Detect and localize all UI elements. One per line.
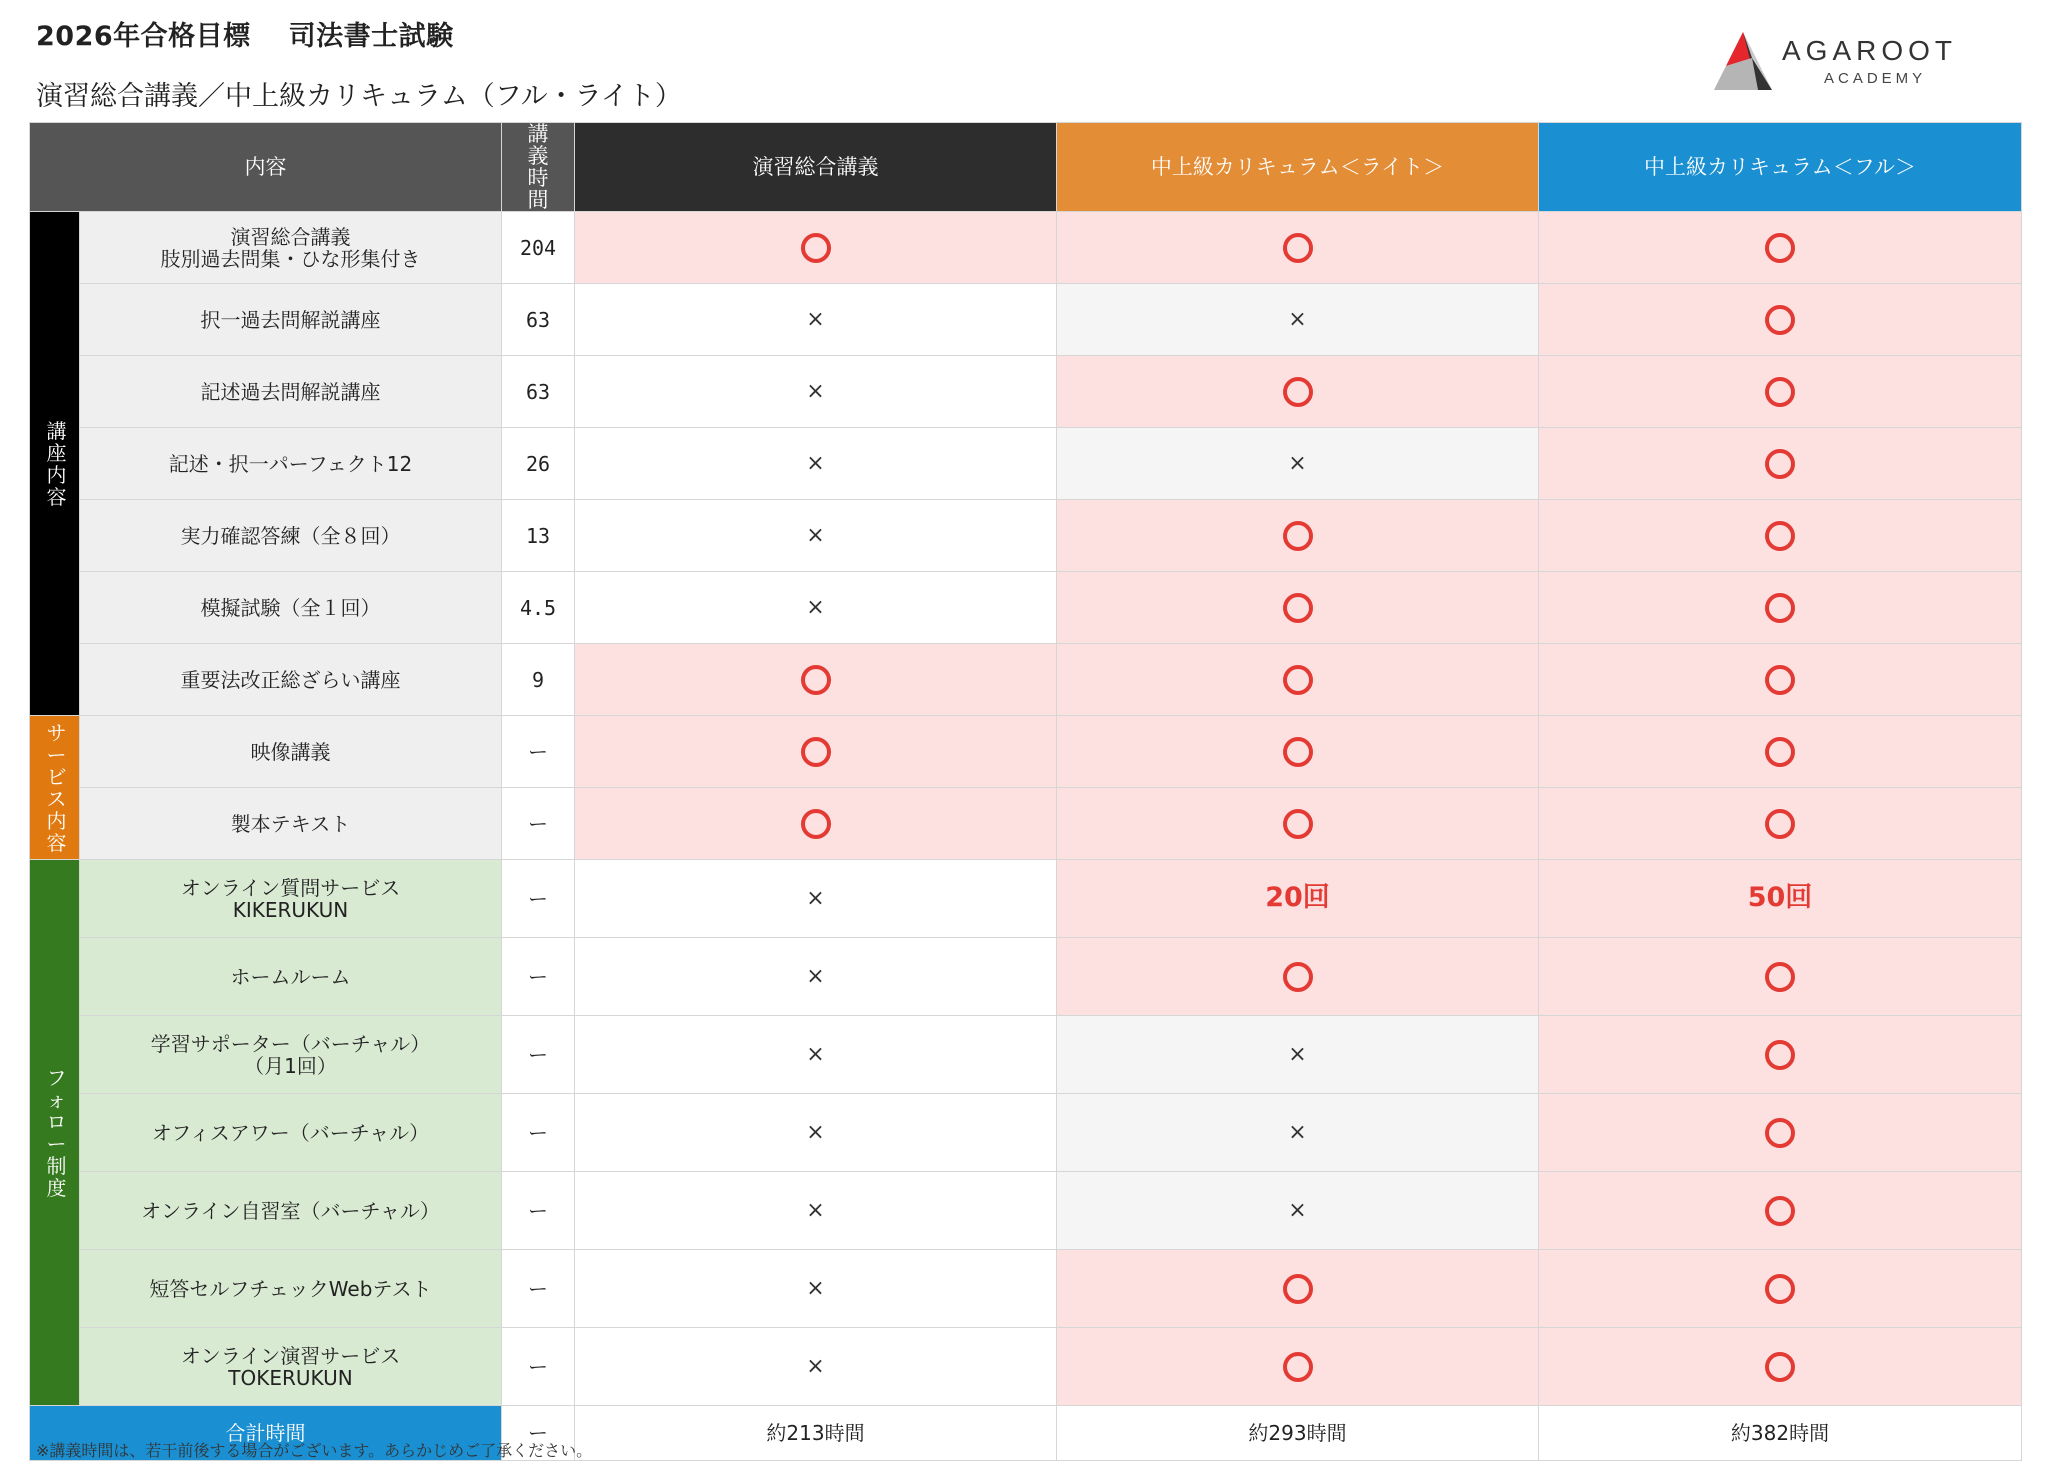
table-row — [30, 212, 2022, 284]
cross-icon: × — [1288, 1042, 1307, 1067]
total-hours: ー — [502, 1406, 575, 1461]
cross-icon: × — [806, 595, 825, 620]
category-lectures: 講座内容 — [30, 212, 80, 716]
category-services: サービス内容 — [30, 716, 80, 860]
plan3-cell — [1539, 356, 2022, 428]
plan1-cell — [575, 356, 1057, 428]
cross-icon: × — [806, 523, 825, 548]
cross-icon: × — [1288, 1198, 1307, 1223]
row-hours: ー — [502, 938, 575, 1016]
plan3-cell — [1539, 428, 2022, 500]
plan1-cell — [575, 1172, 1057, 1250]
cross-icon: × — [806, 1120, 825, 1145]
table-row — [30, 788, 2022, 860]
included-circle-icon — [1283, 1274, 1313, 1304]
row-hours: ー — [502, 1250, 575, 1328]
plan1-cell — [575, 938, 1057, 1016]
plan2-cell — [1057, 788, 1539, 860]
title-year: 2026年合格目標 — [36, 21, 251, 52]
row-name: 択一過去問解説講座 — [80, 284, 502, 356]
plan3-cell — [1539, 938, 2022, 1016]
included-circle-icon — [1283, 665, 1313, 695]
included-circle-icon — [1765, 809, 1795, 839]
plan2-cell — [1057, 1172, 1539, 1250]
row-name: 実力確認答練（全８回） — [80, 500, 502, 572]
plan3-cell — [1539, 1094, 2022, 1172]
plan1-cell — [575, 644, 1057, 716]
row-name: 学習サポーター（バーチャル） （月1回） — [80, 1016, 502, 1094]
included-circle-icon — [1765, 521, 1795, 551]
cross-icon: × — [806, 886, 825, 911]
table-row — [30, 1328, 2022, 1406]
header-plan1: 演習総合講義 — [575, 123, 1057, 212]
total-plan2: 約293時間 — [1057, 1406, 1539, 1461]
row-hours: 9 — [502, 644, 575, 716]
plan1-cell — [575, 1016, 1057, 1094]
plan3-cell — [1539, 716, 2022, 788]
included-circle-icon — [801, 665, 831, 695]
included-circle-icon — [1765, 305, 1795, 335]
cross-icon: × — [806, 451, 825, 476]
plan1-cell — [575, 1094, 1057, 1172]
table-row — [30, 500, 2022, 572]
included-circle-icon — [1283, 1352, 1313, 1382]
plan1-cell — [575, 284, 1057, 356]
plan3-cell — [1539, 500, 2022, 572]
plan1-cell — [575, 428, 1057, 500]
included-circle-icon — [1765, 962, 1795, 992]
row-hours: 63 — [502, 356, 575, 428]
row-name: 短答セルフチェックWebテスト — [80, 1250, 502, 1328]
plan2-cell — [1057, 1250, 1539, 1328]
table-row — [30, 356, 2022, 428]
plan1-cell — [575, 500, 1057, 572]
table-header-row — [30, 123, 2022, 212]
row-hours: 26 — [502, 428, 575, 500]
row-name: オンライン質問サービス KIKERUKUN — [80, 860, 502, 938]
table-row — [30, 1172, 2022, 1250]
title-exam: 司法書士試験 — [288, 21, 454, 52]
question-count: 50回 — [1747, 882, 1813, 913]
included-circle-icon — [801, 737, 831, 767]
header-content: 内容 — [30, 123, 502, 212]
header-hours: 講義時間 — [502, 123, 575, 212]
cross-icon: × — [1288, 451, 1307, 476]
row-hours: ー — [502, 1016, 575, 1094]
included-circle-icon — [1283, 377, 1313, 407]
total-plan1: 約213時間 — [575, 1406, 1057, 1461]
plan1-cell — [575, 860, 1057, 938]
cross-icon: × — [806, 1276, 825, 1301]
plan3-cell — [1539, 1172, 2022, 1250]
plan2-cell — [1057, 356, 1539, 428]
cross-icon: × — [806, 1198, 825, 1223]
row-name: 模擬試験（全１回） — [80, 572, 502, 644]
included-circle-icon — [1765, 665, 1795, 695]
included-circle-icon — [1283, 962, 1313, 992]
included-circle-icon — [1765, 593, 1795, 623]
row-name: 記述・択一パーフェクト12 — [80, 428, 502, 500]
cross-icon: × — [806, 964, 825, 989]
included-circle-icon — [1765, 377, 1795, 407]
row-hours: 204 — [502, 212, 575, 284]
plan2-cell — [1057, 1094, 1539, 1172]
included-circle-icon — [1765, 233, 1795, 263]
plan2-cell — [1057, 644, 1539, 716]
table-row — [30, 1250, 2022, 1328]
agaroot-logo — [1712, 28, 1992, 98]
plan3-cell — [1539, 860, 2022, 938]
plan1-cell — [575, 716, 1057, 788]
plan2-cell — [1057, 1016, 1539, 1094]
plan2-cell — [1057, 1328, 1539, 1406]
plan2-cell — [1057, 284, 1539, 356]
table-row — [30, 860, 2022, 938]
cross-icon: × — [806, 379, 825, 404]
row-hours: ー — [502, 788, 575, 860]
plan2-cell — [1057, 938, 1539, 1016]
row-hours: ー — [502, 1172, 575, 1250]
row-hours: 13 — [502, 500, 575, 572]
total-label: 合計時間 — [30, 1406, 502, 1461]
table-row — [30, 428, 2022, 500]
header-plan3: 中上級カリキュラム＜フル＞ — [1539, 123, 2022, 212]
row-name: 製本テキスト — [80, 788, 502, 860]
included-circle-icon — [1765, 449, 1795, 479]
plan3-cell — [1539, 1250, 2022, 1328]
included-circle-icon — [1283, 809, 1313, 839]
table-row — [30, 284, 2022, 356]
plan2-cell — [1057, 212, 1539, 284]
table-row — [30, 1094, 2022, 1172]
included-circle-icon — [1765, 1196, 1795, 1226]
included-circle-icon — [801, 233, 831, 263]
plan2-cell — [1057, 860, 1539, 938]
cross-icon: × — [806, 1042, 825, 1067]
row-name: オフィスアワー（バーチャル） — [80, 1094, 502, 1172]
table-row — [30, 716, 2022, 788]
total-plan3: 約382時間 — [1539, 1406, 2022, 1461]
table-row — [30, 572, 2022, 644]
table-row — [30, 1016, 2022, 1094]
plan3-cell — [1539, 572, 2022, 644]
plan3-cell — [1539, 1016, 2022, 1094]
row-name: ホームルーム — [80, 938, 502, 1016]
plan3-cell — [1539, 212, 2022, 284]
row-hours: ー — [502, 1094, 575, 1172]
row-name: 映像講義 — [80, 716, 502, 788]
plan2-cell — [1057, 716, 1539, 788]
row-name: 記述過去問解説講座 — [80, 356, 502, 428]
plan1-cell — [575, 212, 1057, 284]
cross-icon: × — [806, 1354, 825, 1379]
plan1-cell — [575, 572, 1057, 644]
row-hours: ー — [502, 860, 575, 938]
page-title — [36, 14, 454, 53]
row-hours: ー — [502, 1328, 575, 1406]
logo-sub-text: ACADEMY — [1824, 70, 1927, 87]
page-subtitle: 演習総合講義／中上級カリキュラム（フル・ライト） — [36, 81, 682, 112]
footnote: ※講義時間は、若干前後する場合がございます。あらかじめご了承ください。 — [36, 1441, 593, 1460]
cross-icon: × — [1288, 307, 1307, 332]
row-name: 演習総合講義 肢別過去問集・ひな形集付き — [80, 212, 502, 284]
plan2-cell — [1057, 500, 1539, 572]
row-hours: ー — [502, 716, 575, 788]
plan1-cell — [575, 788, 1057, 860]
table-row — [30, 938, 2022, 1016]
plan3-cell — [1539, 788, 2022, 860]
included-circle-icon — [1283, 233, 1313, 263]
category-follow: フォロー制度 — [30, 860, 80, 1406]
question-count: 20回 — [1265, 882, 1330, 913]
included-circle-icon — [1765, 737, 1795, 767]
plan3-cell — [1539, 1328, 2022, 1406]
included-circle-icon — [1283, 521, 1313, 551]
plan2-cell — [1057, 428, 1539, 500]
cross-icon: × — [1288, 1120, 1307, 1145]
included-circle-icon — [1765, 1274, 1795, 1304]
included-circle-icon — [1283, 737, 1313, 767]
logo-triangle-icon — [1712, 28, 1774, 94]
included-circle-icon — [1765, 1352, 1795, 1382]
row-name: 重要法改正総ざらい講座 — [80, 644, 502, 716]
comparison-table — [29, 122, 2022, 1461]
cross-icon: × — [806, 307, 825, 332]
plan2-cell — [1057, 572, 1539, 644]
row-name: オンライン演習サービス TOKERUKUN — [80, 1328, 502, 1406]
plan1-cell — [575, 1328, 1057, 1406]
plan3-cell — [1539, 644, 2022, 716]
plan3-cell — [1539, 284, 2022, 356]
plan1-cell — [575, 1250, 1057, 1328]
included-circle-icon — [1765, 1118, 1795, 1148]
row-name: オンライン自習室（バーチャル） — [80, 1172, 502, 1250]
included-circle-icon — [801, 809, 831, 839]
included-circle-icon — [1283, 593, 1313, 623]
header-plan2: 中上級カリキュラム＜ライト＞ — [1057, 123, 1539, 212]
included-circle-icon — [1765, 1040, 1795, 1070]
row-hours: 4.5 — [502, 572, 575, 644]
logo-main-text: AGAROOT — [1782, 35, 1958, 66]
table-row — [30, 644, 2022, 716]
row-hours: 63 — [502, 284, 575, 356]
